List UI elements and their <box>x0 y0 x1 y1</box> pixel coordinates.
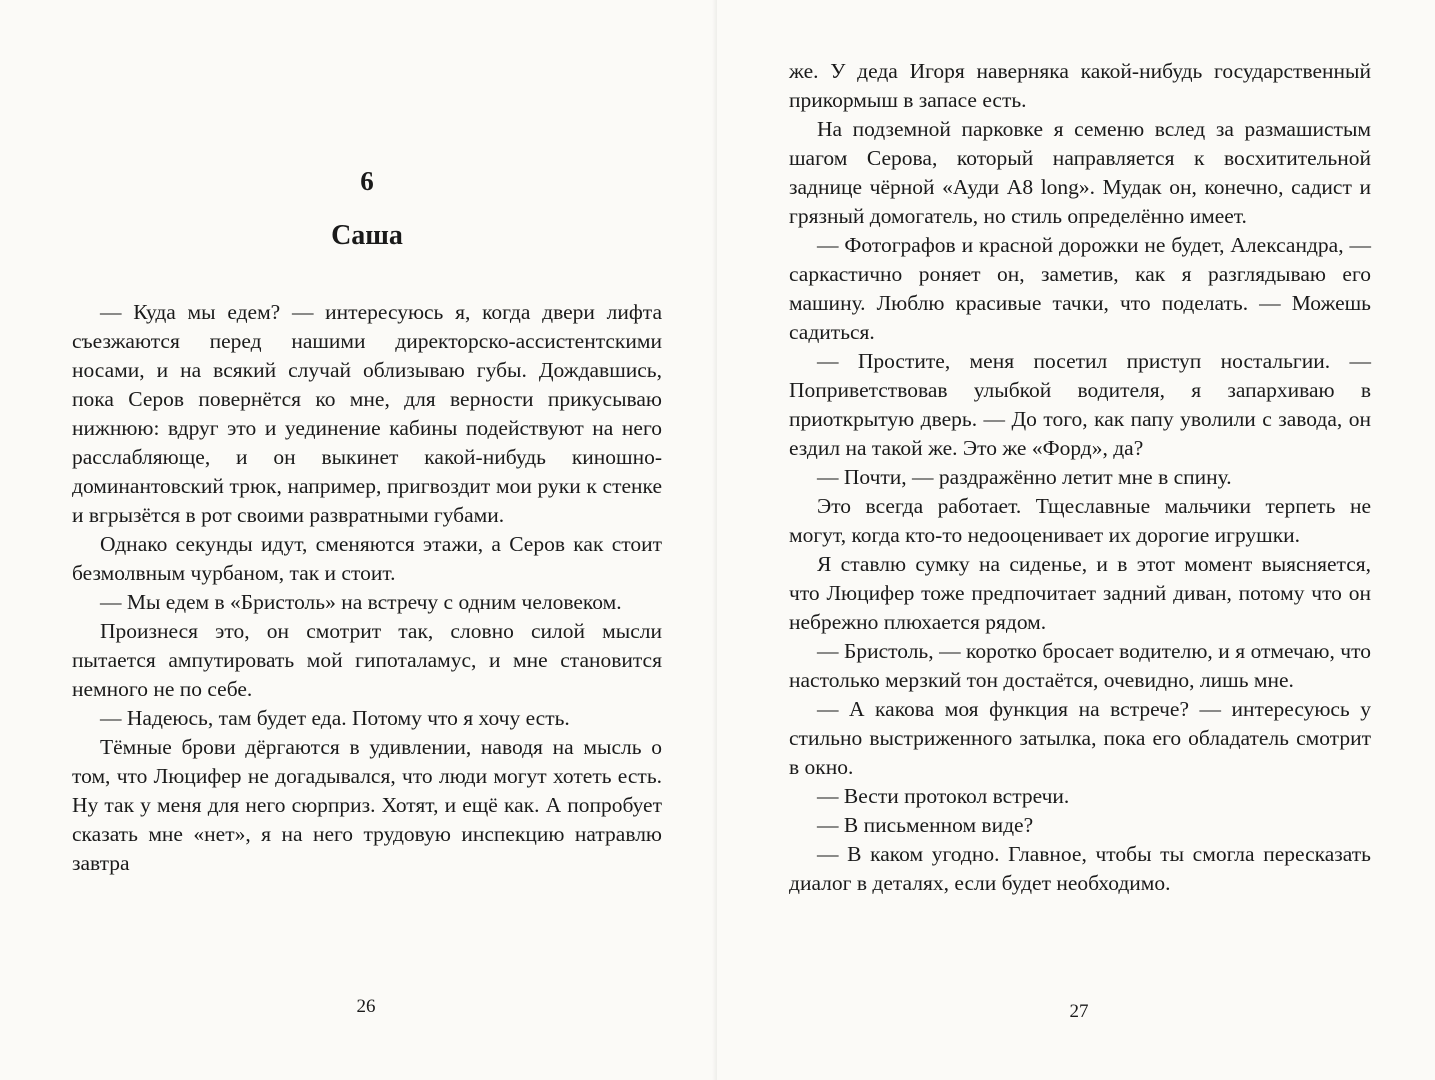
paragraph: Тёмные брови дёргаются в удивлении, наводя на мысль о том, что Люцифер не догадывался, что люди могут хотеть есть. Ну так у меня для него сюрприз. Хотят, и ещё как. А попробует сказать мне «нет», я на него трудовую инспекцию натравлю завтра <box>72 735 662 875</box>
paragraph: — Бристоль, — коротко бросает водителю, и я отмечаю, что настолько мерзкий тон достаётся, очевидно, лишь мне. <box>789 639 1371 692</box>
paragraph: — Надеюсь, там будет еда. Потому что я хочу есть. <box>100 706 570 730</box>
paragraph: — Куда мы едем? — интересуюсь я, когда двери лифта съезжаются перед нашими директорско-ассистентскими носами, и на всякий случай облизываю губы. Дождавшись, пока Серов повернётся ко мне, для верности прикусываю нижнюю: вдруг это и уединение кабины подействуют на него расслабляюще, и он выкинет какой-нибудь киношно-доминантовский трюк, например, пригвоздит мои руки к стенке и вгрызётся в рот своими развратными губами. <box>72 300 662 527</box>
paragraph: Это всегда работает. Тщеславные мальчики терпеть не могут, когда кто-то недооценивает их дорогие игрушки. <box>789 494 1371 547</box>
paragraph: Произнеся это, он смотрит так, словно силой мысли пытается ампутировать мой гипоталамус, и мне становится немного не по себе. <box>72 619 662 701</box>
paragraph: — А какова моя функция на встрече? — интересуюсь у стильно выстриженного затылка, пока его обладатель смотрит в окно. <box>789 697 1371 779</box>
page-number-right: 27 <box>1069 1001 1089 1022</box>
chapter-title: Саша <box>331 220 403 251</box>
paragraph: На подземной парковке я семеню вслед за размашистым шагом Серова, который направляется к восхитительной заднице чёрной «Ауди А8 long». Мудак он, конечно, садист и грязный домогатель, но стиль определённо имеет. <box>789 117 1371 228</box>
right-page-body <box>789 57 1371 898</box>
left-page <box>0 0 717 1080</box>
right-page <box>717 0 1435 1080</box>
chapter-number: 6 <box>360 166 374 196</box>
page-number-left: 26 <box>356 996 376 1017</box>
paragraph: — В каком угодно. Главное, чтобы ты смогла пересказать диалог в деталях, если будет необходимо. <box>789 842 1371 895</box>
paragraph: — Мы едем в «Бристоль» на встречу с одним человеком. <box>100 590 622 614</box>
paragraph: — Простите, меня посетил приступ ностальгии. — Поприветствовав улыбкой водителя, я запархиваю в приоткрытую дверь. — До того, как папу уволили с завода, он ездил на такой же. Это же «Форд», да? <box>789 349 1371 460</box>
paragraph: Я ставлю сумку на сиденье, и в этот момент выясняется, что Люцифер тоже предпочитает задний диван, потому что он небрежно плюхается рядом. <box>789 552 1371 634</box>
paragraph: — Фотографов и красной дорожки не будет, Александра, — саркастично роняет он, заметив, как я разглядываю его машину. Люблю красивые тачки, что поделать. — Можешь садиться. <box>789 233 1371 344</box>
paragraph: — Почти, — раздражённо летит мне в спину. <box>817 465 1232 489</box>
paragraph: — Вести протокол встречи. <box>817 784 1070 808</box>
paragraph: Однако секунды идут, сменяются этажи, а Серов как стоит безмолвным чурбаном, так и стоит. <box>72 532 662 585</box>
left-page-body <box>72 298 662 878</box>
paragraph: — В письменном виде? <box>817 813 1034 837</box>
paragraph: же. У деда Игоря наверняка какой-нибудь государственный прикормыш в запасе есть. <box>789 59 1371 112</box>
